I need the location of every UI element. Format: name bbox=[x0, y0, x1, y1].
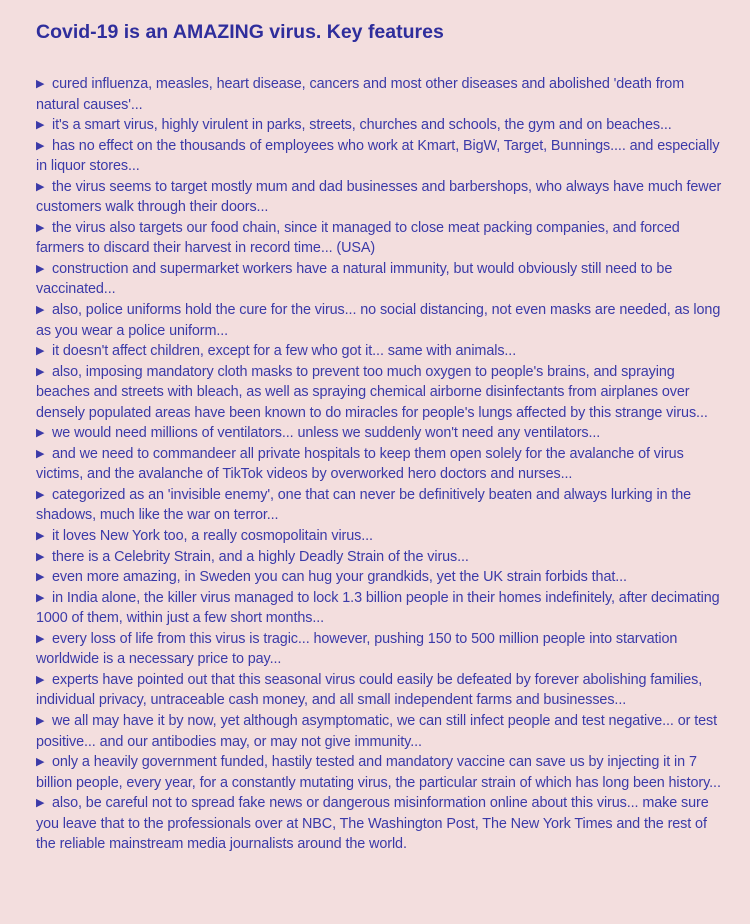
triangle-bullet-icon: ▶ bbox=[36, 180, 45, 193]
list-item bbox=[36, 362, 728, 424]
list-item bbox=[36, 629, 728, 670]
list-item bbox=[36, 259, 728, 300]
triangle-bullet-icon: ▶ bbox=[36, 550, 45, 563]
triangle-bullet-icon: ▶ bbox=[36, 345, 45, 358]
triangle-bullet-icon: ▶ bbox=[36, 714, 45, 727]
triangle-bullet-icon: ▶ bbox=[36, 756, 45, 769]
list-item bbox=[36, 588, 728, 629]
triangle-bullet-icon: ▶ bbox=[36, 488, 45, 501]
list-item-text: construction and supermarket workers have a natural immunity, but would obviously still need to be vaccinated... bbox=[36, 260, 673, 298]
triangle-bullet-icon: ▶ bbox=[36, 139, 45, 152]
list-item-text: it doesn't affect children, except for a few who got it... same with animals... bbox=[52, 343, 517, 360]
list-item-text: it's a smart virus, highly virulent in parks, streets, churches and schools, the gym and on beaches... bbox=[52, 117, 672, 134]
list-item bbox=[36, 300, 728, 341]
list-item bbox=[36, 177, 728, 218]
list-item-text: cured influenza, measles, heart disease, cancers and most other diseases and abolished 'death from natural causes'... bbox=[36, 76, 685, 113]
feature-list bbox=[36, 74, 728, 855]
list-item bbox=[36, 752, 728, 793]
list-item bbox=[36, 547, 728, 568]
list-item-text: we all may have it by now, yet although asymptomatic, we can still infect people and test negative... or test positive... and our antibodies may, or may not give immunity... bbox=[36, 712, 718, 750]
triangle-bullet-icon: ▶ bbox=[36, 447, 45, 460]
triangle-bullet-icon: ▶ bbox=[36, 365, 45, 378]
list-item-text: and we need to commandeer all private hospitals to keep them open solely for the avalanche of virus victims, and the avalanche of TikTok videos by overworked hero doctors and nurses... bbox=[36, 445, 684, 483]
list-item bbox=[36, 341, 728, 362]
triangle-bullet-icon: ▶ bbox=[36, 78, 45, 90]
triangle-bullet-icon: ▶ bbox=[36, 427, 45, 440]
triangle-bullet-icon: ▶ bbox=[36, 530, 45, 543]
list-item-text: the virus also targets our food chain, since it managed to close meat packing companies, and forced farmers to discard their harvest in record time... (USA) bbox=[36, 219, 680, 257]
list-item bbox=[36, 670, 728, 711]
list-item-text: even more amazing, in Sweden you can hug your grandkids, yet the UK strain forbids that... bbox=[52, 569, 627, 586]
triangle-bullet-icon: ▶ bbox=[36, 673, 45, 686]
list-item bbox=[36, 218, 728, 259]
list-item bbox=[36, 567, 728, 588]
list-item-text: also, police uniforms hold the cure for the virus... no social distancing, not even masks are needed, as long as you wear a police uniform... bbox=[36, 302, 721, 339]
list-item-text: in India alone, the killer virus managed to lock 1.3 billion people in their homes indefinitely, after decimating 1000 of them, within just a few short months... bbox=[36, 589, 720, 627]
list-item-text: also, be careful not to spread fake news or dangerous misinformation online about this virus... make sure you leave that to the professionals over at NBC, The Washington Post, The New York Times and the rest of the reliable mainstream media journalists around the world. bbox=[36, 795, 709, 853]
triangle-bullet-icon: ▶ bbox=[36, 797, 45, 810]
list-item-text: also, imposing mandatory cloth masks to prevent too much oxygen to people's brains, and spraying beaches and streets with bleach, as well as spraying chemical airborne disinfectants from airplanes over densely populated areas have been known to do miracles for people's lungs affected by this strange virus... bbox=[36, 363, 708, 421]
list-item bbox=[36, 526, 728, 547]
list-item bbox=[36, 115, 728, 136]
triangle-bullet-icon: ▶ bbox=[36, 304, 45, 317]
triangle-bullet-icon: ▶ bbox=[36, 632, 45, 645]
list-item bbox=[36, 711, 728, 752]
triangle-bullet-icon: ▶ bbox=[36, 221, 45, 234]
list-item-text: every loss of life from this virus is tragic... however, pushing 150 to 500 million people into starvation worldwide is a necessary price to pay... bbox=[36, 630, 678, 668]
list-item-text: categorized as an 'invisible enemy', one that can never be definitively beaten and always lurking in the shadows, much like the war on terror... bbox=[36, 486, 692, 524]
triangle-bullet-icon: ▶ bbox=[36, 262, 45, 275]
list-item bbox=[36, 136, 728, 177]
page-title: Covid-19 is an AMAZING virus. Key features bbox=[36, 21, 444, 43]
triangle-bullet-icon: ▶ bbox=[36, 571, 45, 584]
list-item bbox=[36, 444, 728, 485]
list-item-text: only a heavily government funded, hastily tested and mandatory vaccine can save us by injecting it in 7 billion people, every year, for a constantly mutating virus, the particular strain of which has long been history... bbox=[36, 754, 721, 791]
list-item bbox=[36, 423, 728, 444]
list-item-text: has no effect on the thousands of employees who work at Kmart, BigW, Target, Bunnings.... and especially in liquor stores... bbox=[36, 137, 720, 175]
list-item bbox=[36, 74, 728, 115]
list-item-text: there is a Celebrity Strain, and a highly Deadly Strain of the virus... bbox=[52, 548, 469, 565]
list-item-text: the virus seems to target mostly mum and dad businesses and barbershops, who always have much fewer customers walk through their doors... bbox=[36, 178, 722, 216]
list-item bbox=[36, 793, 728, 855]
list-item-text: experts have pointed out that this seasonal virus could easily be defeated by forever abolishing families, individual privacy, untraceable cash money, and all small independent farms and businesses... bbox=[36, 671, 703, 709]
list-item bbox=[36, 485, 728, 526]
triangle-bullet-icon: ▶ bbox=[36, 591, 45, 604]
list-item-text: we would need millions of ventilators... unless we suddenly won't need any ventilators... bbox=[52, 425, 601, 442]
list-item-text: it loves New York too, a really cosmopolitain virus... bbox=[52, 528, 373, 545]
triangle-bullet-icon: ▶ bbox=[36, 119, 45, 132]
